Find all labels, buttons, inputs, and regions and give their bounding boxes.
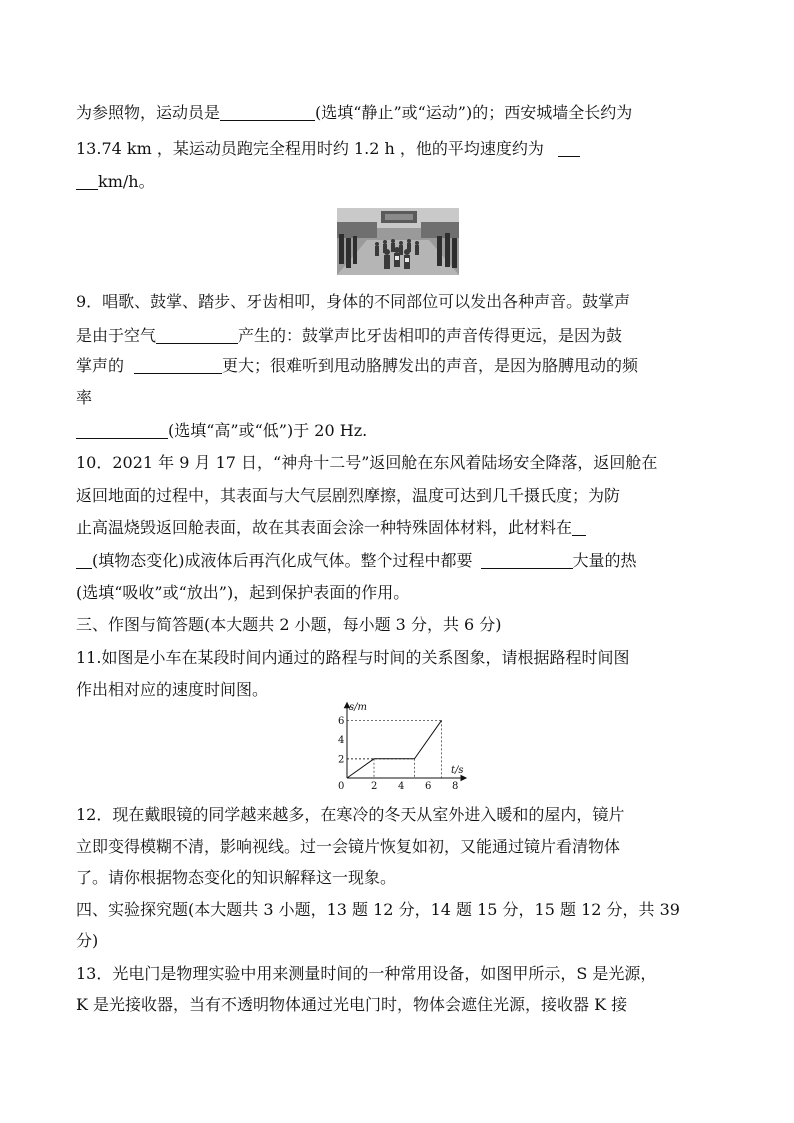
q10-line-2: 返回地面的过程中，其表面与大气层剧烈摩擦，温度可达到几千摄氏度；为防 bbox=[76, 486, 621, 505]
blank bbox=[134, 357, 222, 374]
blank bbox=[156, 327, 238, 344]
x-axis-label: t/s bbox=[451, 765, 464, 776]
q10-line-1: 10．2021 年 9 月 17 日，“神舟十二号”返回舱在东风着陆场安全降落，返回舱在 bbox=[76, 453, 658, 472]
q9-line-4: 率 bbox=[76, 388, 93, 407]
q12-line-3: 了。请你根据物态变化的知识解释这一现象。 bbox=[76, 868, 397, 887]
q13-line-1: 13．光电门是物理实验中用来测量时间的一种常用设备，如图甲所示，S 是光源， bbox=[76, 964, 657, 983]
q11-line-1: 11.如图是小车在某段时间内通过的路程与时间的关系图象，请根据路程时间图 bbox=[76, 648, 630, 667]
series-line bbox=[347, 720, 442, 778]
y-axis-label: s/m bbox=[349, 701, 367, 713]
x-tick-label: 8 bbox=[452, 781, 459, 790]
blank bbox=[558, 140, 580, 157]
y-tick-label: 4 bbox=[338, 735, 345, 747]
blank bbox=[76, 552, 92, 569]
s-t-graph bbox=[333, 700, 473, 790]
q9-line-2: 是由于空气 产生的：鼓掌声比牙齿相叩的声音传得更远，是因为鼓 bbox=[76, 326, 623, 345]
marathon-photo bbox=[337, 208, 459, 275]
x-axis-arrow bbox=[461, 776, 466, 781]
blank bbox=[572, 519, 586, 536]
x-tick-label: 6 bbox=[425, 781, 432, 790]
q9-line-3: 掌声的 更大；很难听到甩动胳膊发出的声音，是因为胳膊甩动的频 bbox=[76, 356, 639, 375]
section-4-heading-line-1: 四、实验探究题(本大题共 3 小题，13 题 12 分，14 题 15 分，15 题 12 分，共 39 bbox=[76, 900, 680, 919]
section-3-heading: 三、作图与简答题(本大题共 2 小题，每小题 3 分，共 6 分) bbox=[76, 615, 502, 634]
q9-line-1: 9．唱歌、鼓掌、踏步、牙齿相叩，身体的不同部位可以发出各种声音。鼓掌声 bbox=[76, 292, 631, 311]
y-tick-label: 2 bbox=[338, 754, 345, 766]
x-tick-label: 2 bbox=[371, 781, 378, 790]
blank bbox=[76, 173, 98, 190]
q8-line-3: km/h。 bbox=[76, 172, 155, 192]
blank bbox=[220, 104, 315, 121]
q10-line-3: 止高温烧毁返回舱表面，故在其表面会涂一种特殊固体材料，此材料在 bbox=[76, 518, 586, 538]
y-tick-label: 6 bbox=[338, 715, 345, 727]
blank bbox=[76, 422, 168, 439]
q10-line-5: (选填“吸收”或“放出”)，起到保护表面的作用。 bbox=[76, 583, 410, 602]
q10-line-4: (填物态变化)成液体后再汽化成气体。整个过程中都要 大量的热 bbox=[76, 551, 637, 571]
x-tick-label: 4 bbox=[398, 781, 405, 790]
blank bbox=[481, 552, 573, 569]
q9-line-5: (选填“高”或“低”)于 20 Hz. bbox=[76, 421, 367, 441]
q8-line-2: 13.74 km ，某运动员跑完全程用时约 1.2 h ，他的平均速度约为 bbox=[76, 139, 580, 159]
q12-line-1: 12．现在戴眼镜的同学越来越多，在寒冷的冬天从室外进入暖和的屋内，镜片 bbox=[76, 805, 625, 824]
section-4-heading-line-2: 分) bbox=[76, 931, 99, 950]
q13-line-2: K 是光接收器，当有不透明物体通过光电门时，物体会遮住光源，接收器 K 接 bbox=[76, 995, 628, 1014]
q12-line-2: 立即变得模糊不清，影响视线。过一会镜片恢复如初，又能通过镜片看清物体 bbox=[76, 837, 621, 856]
q11-line-2: 作出相对应的速度时间图。 bbox=[76, 680, 269, 699]
x-tick-label: 0 bbox=[338, 781, 345, 790]
q8-line-1: 为参照物，运动员是 (选填“静止”或“运动”)的；西安城墙全长约为 bbox=[76, 103, 633, 122]
